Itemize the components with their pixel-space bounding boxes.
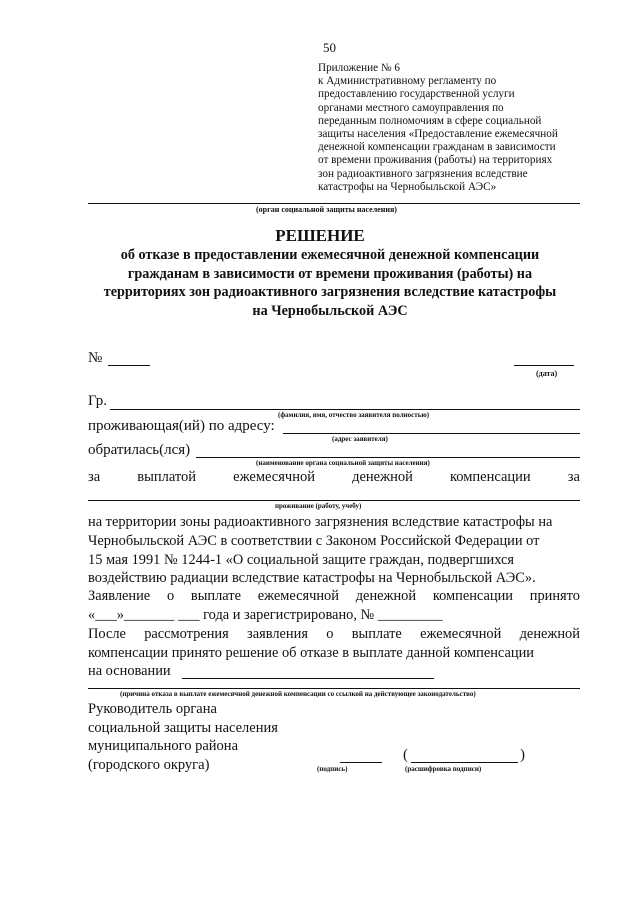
decision-subtitle-line: об отказе в предоставлении ежемесячной денежной компенсации <box>120 247 540 263</box>
appendix-line: денежной компенсации гражданам в зависимости <box>318 141 556 154</box>
for-word: за <box>88 469 101 485</box>
statement-word: принято <box>529 588 580 604</box>
statement-word: выплате <box>190 588 241 604</box>
appendix-line: зон радиоактивного загрязнения вследствие <box>318 167 528 180</box>
applied-label: обратилась(лся) <box>88 442 191 458</box>
appendix-line: катастрофы на Чернобыльской АЭС» <box>318 180 497 193</box>
signatory-line: муниципального района <box>88 738 238 754</box>
basis-label: на основании <box>88 663 171 679</box>
page-number: 50 <box>323 40 336 55</box>
appendix-line: от времени проживания (работы) на территориях <box>318 154 553 167</box>
sign-caption: (подпись) <box>317 765 348 773</box>
appendix-line: защиты населения «Предоставление ежемесячной <box>318 128 558 141</box>
sign-line[interactable] <box>340 762 382 763</box>
date-caption: (дата) <box>536 369 558 378</box>
address-caption: (адрес заявителя) <box>332 435 388 443</box>
signatory-line: (городского округа) <box>88 756 210 773</box>
paragraph-line: Чернобыльской АЭС в соответствии с Законом Российской Федерации от <box>88 532 540 549</box>
organ-line <box>88 203 580 204</box>
reason-caption: (причина отказа в выплате ежемесячной денежной компенсации со ссылкой на действующее законодательство) <box>120 690 476 698</box>
paragraph-line: воздействию радиации вследствие катастрофы на Чернобыльской АЭС». <box>88 570 536 587</box>
after-word: ежемесячной <box>420 626 502 642</box>
decision-title: РЕШЕНИЕ <box>275 226 365 245</box>
applied-line[interactable] <box>196 457 580 458</box>
signatory-line: Руководитель органа <box>88 701 217 717</box>
decode-paren-close: ) <box>520 747 525 763</box>
after-word: выплате <box>351 626 402 642</box>
after-line-2: компенсации принято решение об отказе в выплате данной компенсации <box>88 645 534 661</box>
for-word: компенсации <box>449 469 531 485</box>
number-label: № <box>88 350 103 366</box>
paragraph-line: 15 мая 1991 № 1244-1 «О социальной защите граждан, подвергшихся <box>88 551 515 568</box>
address-line[interactable] <box>283 433 580 434</box>
reason-line[interactable] <box>88 688 580 689</box>
decode-caption: (расшифровка подписи) <box>405 765 482 773</box>
appendix-line: к Административному регламенту по <box>318 75 497 88</box>
appendix-line: предоставлению государственной услуги <box>318 88 515 101</box>
statement-line <box>88 588 580 605</box>
citizen-caption: (фамилия, имя, отчество заявителя полностью) <box>278 411 430 419</box>
signatory-line: социальной защиты населения <box>88 719 278 736</box>
for-word: денежной <box>352 469 413 485</box>
main-paragraph <box>88 513 580 588</box>
appendix-block <box>318 62 588 194</box>
date-line[interactable] <box>514 365 574 366</box>
after-word: о <box>326 626 334 642</box>
after-word: заявления <box>247 626 308 642</box>
residence-caption: проживание (работу, учебу) <box>275 502 362 510</box>
number-line[interactable] <box>108 365 150 366</box>
after-word: денежной <box>519 626 580 642</box>
decision-subtitle <box>60 246 600 320</box>
statement-word: денежной <box>355 588 417 604</box>
after-word: После <box>88 626 126 642</box>
for-word: выплатой <box>137 469 197 485</box>
organ-caption: (орган социальной защиты населения) <box>256 205 397 214</box>
decode-paren-open: ( <box>403 747 408 763</box>
after-line <box>88 626 580 643</box>
paragraph-line: на территории зоны радиоактивного загрязнения вследствие катастрофы на <box>88 514 553 530</box>
citizen-line[interactable] <box>110 409 580 410</box>
appendix-title: Приложение № 6 <box>318 62 400 74</box>
after-word: рассмотрения <box>144 626 229 642</box>
statement-word: ежемесячной <box>257 588 339 604</box>
basis-line[interactable] <box>182 678 434 679</box>
decision-subtitle-line: на Чернобыльской АЭС <box>252 302 408 319</box>
for-payment-line <box>88 469 580 486</box>
decode-line[interactable] <box>411 762 518 763</box>
applied-caption: (наименование органа социальной защиты населения) <box>256 459 430 467</box>
decision-subtitle-line: гражданам в зависимости от времени проживания (работы) на <box>127 265 533 282</box>
address-label: проживающая(ий) по адресу: <box>88 418 275 434</box>
decision-subtitle-line: территориях зон радиоактивного загрязнения вследствие катастрофы <box>103 284 557 300</box>
for-word: ежемесячной <box>233 469 315 485</box>
citizen-label: Гр. <box>88 393 107 409</box>
statement-word: о <box>166 588 175 604</box>
for-word: за <box>567 469 580 485</box>
statement-word: Заявление <box>88 588 151 604</box>
appendix-line: органами местного самоуправления по <box>318 101 504 114</box>
residence-line[interactable] <box>88 500 580 501</box>
statement-date-registration[interactable]: «___»_______ ___ года и зарегистрировано, № _________ <box>88 607 443 623</box>
statement-word: компенсации <box>432 588 513 604</box>
appendix-line: переданным полномочиям в сфере социальной <box>318 114 542 127</box>
signature-block <box>88 700 278 774</box>
